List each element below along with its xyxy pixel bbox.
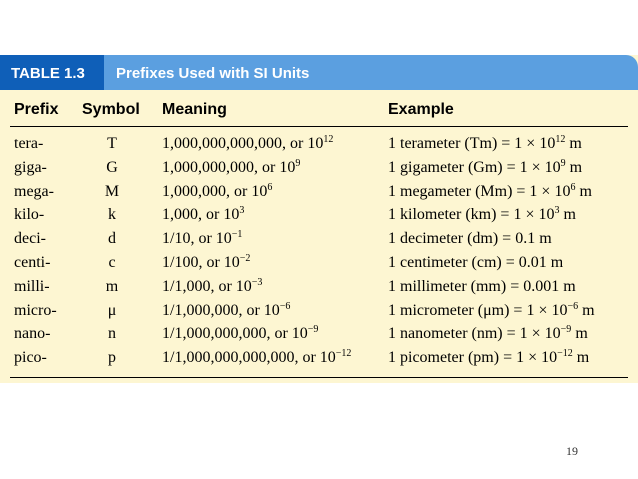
symbol-cell: M	[104, 182, 120, 200]
example-cell	[388, 203, 576, 226]
meaning-cell	[162, 275, 262, 298]
example-exponent: −9	[560, 324, 572, 336]
example-exponent: −12	[557, 348, 573, 360]
example-cell	[388, 132, 582, 155]
meaning-exponent: −6	[279, 300, 291, 312]
example-unit: m	[572, 349, 590, 367]
meaning-cell	[162, 346, 351, 369]
example-exponent: 9	[560, 157, 566, 169]
prefix-cell: pico-	[14, 349, 47, 367]
header-prefix: Prefix	[14, 101, 59, 118]
meaning-exponent: −3	[251, 276, 263, 288]
meaning-cell	[162, 156, 300, 179]
example-cell	[388, 299, 595, 322]
table-row	[0, 346, 638, 369]
table-row	[0, 251, 638, 274]
example-cell	[388, 275, 576, 298]
example-text: 1 nanometer (nm) = 1 × 10	[388, 325, 561, 343]
meaning-exponent: −12	[335, 348, 352, 360]
prefix-cell: milli-	[14, 277, 50, 295]
table-title: Prefixes Used with SI Units	[116, 65, 310, 82]
example-text: 1 decimeter (dm) = 0.1 m	[388, 230, 552, 248]
meaning-exponent: 9	[295, 157, 301, 169]
meaning-text: 1/1,000,000, or 10	[162, 301, 280, 319]
example-text: 1 picometer (pm) = 1 × 10	[388, 349, 558, 367]
meaning-exponent: −1	[231, 229, 243, 241]
symbol-cell: T	[107, 135, 117, 152]
example-exponent: 6	[570, 181, 576, 193]
example-exponent: −6	[567, 300, 579, 312]
symbol-cell: k	[108, 206, 116, 224]
prefix-cell: giga-	[14, 158, 47, 176]
table-row	[0, 132, 638, 155]
example-cell	[388, 346, 589, 369]
meaning-exponent: 3	[239, 205, 245, 217]
meaning-cell	[162, 203, 244, 226]
table-label: TABLE 1.3	[0, 55, 104, 90]
header-rule	[10, 126, 628, 127]
example-cell	[388, 322, 588, 345]
symbol-cell: d	[108, 230, 116, 248]
table-row	[0, 156, 638, 179]
meaning-text: 1/1,000,000,000,000, or 10	[162, 349, 336, 367]
table-title-bar	[0, 55, 638, 90]
meaning-exponent: 6	[267, 181, 273, 193]
example-cell	[388, 251, 563, 274]
table-row	[0, 180, 638, 203]
example-unit: m	[559, 206, 576, 224]
table-row	[0, 227, 638, 250]
example-text: 1 micrometer (μm) = 1 × 10	[388, 301, 568, 319]
prefix-cell: mega-	[14, 182, 54, 200]
prefix-cell: kilo-	[14, 206, 45, 224]
header-example: Example	[388, 101, 454, 118]
example-text: 1 millimeter (mm) = 0.001 m	[388, 277, 576, 295]
prefix-cell: deci-	[14, 230, 46, 248]
example-exponent: 3	[554, 205, 560, 217]
symbol-cell: n	[108, 325, 116, 343]
meaning-text: 1,000,000, or 10	[162, 182, 268, 200]
meaning-text: 1/1,000, or 10	[162, 277, 252, 295]
meaning-text: 1/100, or 10	[162, 254, 240, 271]
example-text: 1 kilometer (km) = 1 × 10	[388, 206, 555, 224]
table-row	[0, 275, 638, 298]
meaning-cell	[162, 322, 318, 345]
meaning-text: 1/1,000,000,000, or 10	[162, 325, 308, 343]
example-text: 1 centimeter (cm) = 0.01 m	[388, 254, 564, 271]
example-exponent: 12	[555, 134, 566, 145]
example-cell	[388, 180, 592, 203]
example-cell	[388, 156, 582, 179]
prefix-cell: nano-	[14, 325, 51, 343]
meaning-cell	[162, 299, 290, 322]
symbol-cell: G	[106, 158, 118, 176]
header-symbol: Symbol	[82, 101, 140, 118]
example-unit: m	[565, 135, 582, 152]
meaning-text: 1,000,000,000,000, or 10	[162, 135, 324, 152]
example-text: 1 terameter (Tm) = 1 × 10	[388, 135, 556, 152]
meaning-text: 1/10, or 10	[162, 230, 232, 248]
example-unit: m	[578, 301, 595, 319]
meaning-cell	[162, 180, 272, 203]
meaning-cell	[162, 251, 250, 274]
prefix-cell: micro-	[14, 301, 57, 319]
meaning-exponent: −2	[239, 253, 251, 264]
meaning-text: 1,000, or 10	[162, 206, 240, 224]
example-cell	[388, 227, 552, 250]
table-row	[0, 299, 638, 322]
meaning-cell	[162, 227, 242, 250]
prefix-cell: centi-	[14, 254, 51, 271]
symbol-cell: c	[108, 254, 116, 271]
meaning-exponent: −9	[307, 324, 319, 336]
table-row	[0, 203, 638, 226]
meaning-exponent: 12	[323, 134, 334, 145]
bottom-rule	[10, 377, 628, 378]
example-text: 1 megameter (Mm) = 1 × 10	[388, 182, 571, 200]
si-prefix-table	[0, 55, 638, 383]
table-row	[0, 322, 638, 345]
symbol-cell: p	[108, 349, 116, 367]
example-text: 1 gigameter (Gm) = 1 × 10	[388, 158, 561, 176]
prefix-cell: tera-	[14, 135, 44, 152]
meaning-cell	[162, 132, 333, 155]
example-unit: m	[571, 325, 588, 343]
page-number: 19	[566, 444, 578, 458]
meaning-text: 1,000,000,000, or 10	[162, 158, 296, 176]
header-meaning: Meaning	[162, 101, 227, 118]
symbol-cell: m	[105, 277, 119, 295]
symbol-cell: μ	[107, 301, 117, 319]
example-unit: m	[565, 158, 583, 176]
example-unit: m	[575, 182, 592, 200]
